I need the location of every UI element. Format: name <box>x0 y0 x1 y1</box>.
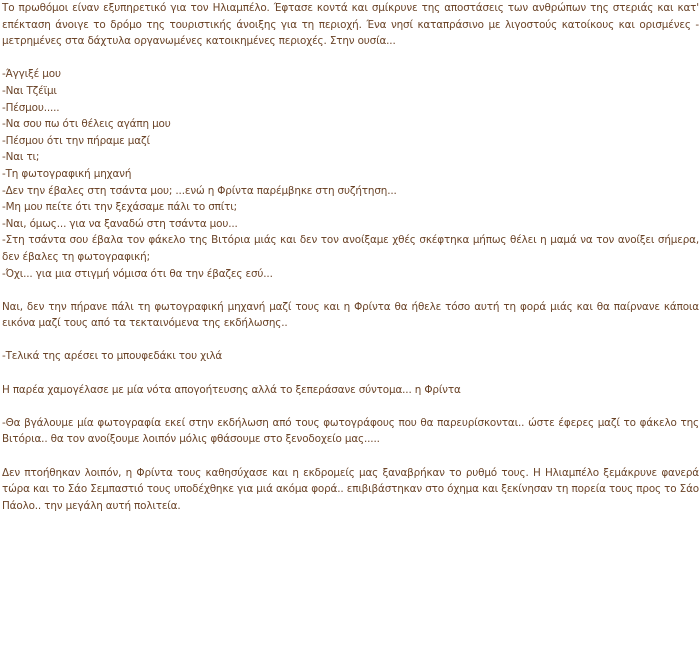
paragraph-spacer <box>2 448 699 465</box>
dialogue-line: -Να σου πω ότι θέλεις αγάπη μου <box>2 118 171 131</box>
intro-paragraph: Το πρωθόμοι είναν εξυπηρετικό για τον Ηλιαμπέλο. Έφτασε κοντά και σμίκρυνε της αποστάσεις των ανθρώπων της στεριάς και κατ' επέκταση άνοιγε το δρόμο της τουριστικής άνοιξης για τη περιοχή. Ένα νησί καταπράσινο με λιγοστούς κατοίκους και ορισμένες - μετρημένες στα δάχτυλα οργανωμένες κατοικημένες περιοχές. Στην ουσία... <box>2 2 699 48</box>
dialogue-line: -Πέσμου ότι την πήραμε μαζί <box>2 134 150 147</box>
narration-paragraph: Ναι, δεν την πήρανε πάλι τη φωτογραφική μηχανή μαζί τους και η Φρίντα θα ήθελε τόσο αυτή τη φορά μιάς και θα παίρνανε κάποια εικόνα μαζί τους από τα τεκταινόμενα της εκδήλωσης.. <box>2 300 699 330</box>
narration-line: Η παρέα χαμογέλασε με μία νότα απογοήτευσης αλλά το ξεπεράσανε σύντομα... η Φρίντα <box>2 383 461 396</box>
dialogue-line: -Ναι, όμως... για να ξαναδώ στη τσάντα μου... <box>2 217 238 230</box>
closing-paragraph: Δεν πτοήθηκαν λοιπόν, η Φρίντα τους καθησύχασε και η εκδρομείς μας ξαναβρήκαν το ρυθμό τους. Η Ηλιαμπέλο ξεμάκρυνε φανερά τώρα και το Σάο Σεμπαστιό τους υποδέχθηκε για μιά ακόμα φορά.. επιβιβάστηκαν στο όχημα και ξεκίνησαν τη πορεία τους προς το Σάο Πάολο.. την μεγάλη αυτή πολιτεία. <box>2 466 699 512</box>
paragraph-spacer <box>2 365 699 382</box>
dialogue-line: -Δεν την έβαλες στη τσάντα μου; ...ενώ η Φρίντα παρέμβηκε στη συζήτηση... <box>2 184 397 197</box>
paragraph-spacer <box>2 332 699 349</box>
dialogue-line: -Στη τσάντα σου έβαλα τον φάκελο της Βιτόρια μιάς και δεν τον ανοίξαμε χθές σκέφτηκα μήπως θέλει η μαμά να τον ανοίξει σήμερα, δεν έβαλες τη φωτογραφική; <box>2 234 699 263</box>
dialogue-line: -Μη μου πείτε ότι την ξεχάσαμε πάλι το σπίτι; <box>2 201 237 214</box>
dialogue-line: -Πέσμου..... <box>2 101 60 114</box>
dialogue-line: -Ναι τι; <box>2 151 40 164</box>
dialogue-line: -Άγγιξέ μου <box>2 68 61 81</box>
dialogue-line: -Τη φωτογραφική μηχανή <box>2 167 132 180</box>
paragraph-spacer <box>2 282 699 299</box>
dialogue-paragraph: -Θα βγάλουμε μία φωτογραφία εκεί στην εκδήλωση από τους φωτογράφους που θα παρευρίσκονται.. ώστε έφερες μαζί το φάκελο της Βιτόρια.. θα τον ανοίξουμε λοιπόν μόλις φθάσουμε στο ξενοδοχείο μας..... <box>2 416 699 446</box>
paragraph-spacer <box>2 398 699 415</box>
paragraph-spacer <box>2 50 699 67</box>
dialogue-block <box>2 66 699 282</box>
dialogue-line: -Ναι Τζέϊμι <box>2 84 57 97</box>
dialogue-line: -Όχι... για μια στιγμή νόμισα ότι θα την έβαζες εσύ... <box>2 267 273 280</box>
dialogue-line: -Τελικά της αρέσει το μπουφεδάκι του χιλά <box>2 350 223 363</box>
